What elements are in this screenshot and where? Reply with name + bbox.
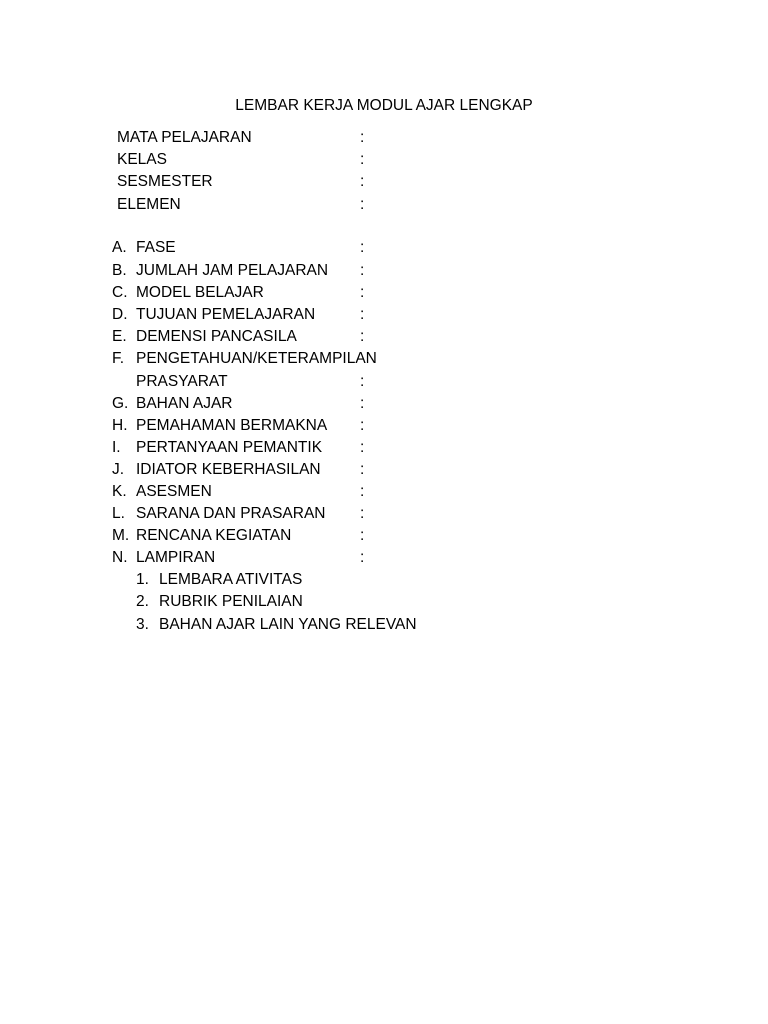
section-label: FASE	[136, 239, 176, 256]
list-marker: 3.	[136, 616, 149, 633]
field-elemen	[0, 195, 768, 215]
field-separator: :	[360, 483, 365, 500]
field-mata-pelajaran	[0, 128, 768, 148]
field-separator: :	[360, 129, 365, 146]
list-marker: 1.	[136, 571, 149, 588]
list-marker: J.	[112, 461, 125, 478]
section-label-continuation: PRASYARAT	[136, 373, 228, 390]
section-item-asesmen	[0, 482, 768, 502]
field-separator: :	[360, 395, 365, 412]
section-item-demensi	[0, 327, 768, 347]
section-label: PEMAHAMAN BERMAKNA	[136, 417, 328, 434]
field-separator: :	[360, 417, 365, 434]
field-label: MATA PELAJARAN	[117, 129, 252, 146]
section-item-pengetahuan-cont	[0, 372, 768, 392]
list-marker: M.	[112, 527, 130, 544]
field-separator: :	[360, 306, 365, 323]
list-marker: C.	[112, 284, 128, 301]
section-item-rencana	[0, 526, 768, 546]
field-separator: :	[360, 173, 365, 190]
list-marker: F.	[112, 350, 125, 367]
section-label: BAHAN AJAR	[136, 395, 233, 412]
section-label: PERTANYAAN PEMANTIK	[136, 439, 323, 456]
attachment-item	[0, 592, 768, 612]
section-item-fase	[0, 238, 768, 258]
attachment-label: RUBRIK PENILAIAN	[159, 593, 303, 610]
section-item-pertanyaan	[0, 438, 768, 458]
section-item-pengetahuan	[0, 349, 768, 369]
section-item-idiator	[0, 460, 768, 480]
list-marker: A.	[112, 239, 127, 256]
field-separator: :	[360, 328, 365, 345]
section-label: IDIATOR KEBERHASILAN	[136, 461, 321, 478]
document-title: LEMBAR KERJA MODUL AJAR LENGKAP	[235, 97, 533, 114]
section-item-bahan-ajar	[0, 394, 768, 414]
list-marker: D.	[112, 306, 128, 323]
section-label: JUMLAH JAM PELAJARAN	[136, 262, 329, 279]
section-label: MODEL BELAJAR	[136, 284, 264, 301]
list-marker: 2.	[136, 593, 149, 610]
section-label: LAMPIRAN	[136, 549, 216, 566]
field-kelas	[0, 150, 768, 170]
section-label: TUJUAN PEMELAJARAN	[136, 306, 316, 323]
list-marker: N.	[112, 549, 128, 566]
list-marker: K.	[112, 483, 127, 500]
section-item-jumlah-jam	[0, 261, 768, 281]
field-separator: :	[360, 284, 365, 301]
section-item-lampiran	[0, 548, 768, 568]
field-separator: :	[360, 527, 365, 544]
field-separator: :	[360, 505, 365, 522]
section-item-sarana	[0, 504, 768, 524]
section-item-model-belajar	[0, 283, 768, 303]
field-separator: :	[360, 461, 365, 478]
section-label: ASESMEN	[136, 483, 212, 500]
attachment-label: LEMBARA ATIVITAS	[159, 571, 303, 588]
list-marker: E.	[112, 328, 127, 345]
section-item-pemahaman	[0, 416, 768, 436]
field-label: SESMESTER	[117, 173, 213, 190]
section-item-tujuan	[0, 305, 768, 325]
field-separator: :	[360, 262, 365, 279]
attachment-label: BAHAN AJAR LAIN YANG RELEVAN	[159, 616, 417, 633]
field-label: KELAS	[117, 151, 167, 168]
section-label: SARANA DAN PRASARAN	[136, 505, 326, 522]
field-separator: :	[360, 239, 365, 256]
list-marker: L.	[112, 505, 125, 522]
field-separator: :	[360, 549, 365, 566]
list-marker: I.	[112, 439, 121, 456]
attachment-item	[0, 615, 768, 635]
section-label: RENCANA KEGIATAN	[136, 527, 292, 544]
section-label: DEMENSI PANCASILA	[136, 328, 297, 345]
field-separator: :	[360, 151, 365, 168]
list-marker: B.	[112, 262, 127, 279]
field-semester	[0, 172, 768, 192]
field-separator: :	[360, 439, 365, 456]
field-separator: :	[360, 373, 365, 390]
attachment-item	[0, 570, 768, 590]
list-marker: H.	[112, 417, 128, 434]
section-label: PENGETAHUAN/KETERAMPILAN	[136, 350, 377, 367]
list-marker: G.	[112, 395, 129, 412]
field-label: ELEMEN	[117, 196, 181, 213]
field-separator: :	[360, 196, 365, 213]
